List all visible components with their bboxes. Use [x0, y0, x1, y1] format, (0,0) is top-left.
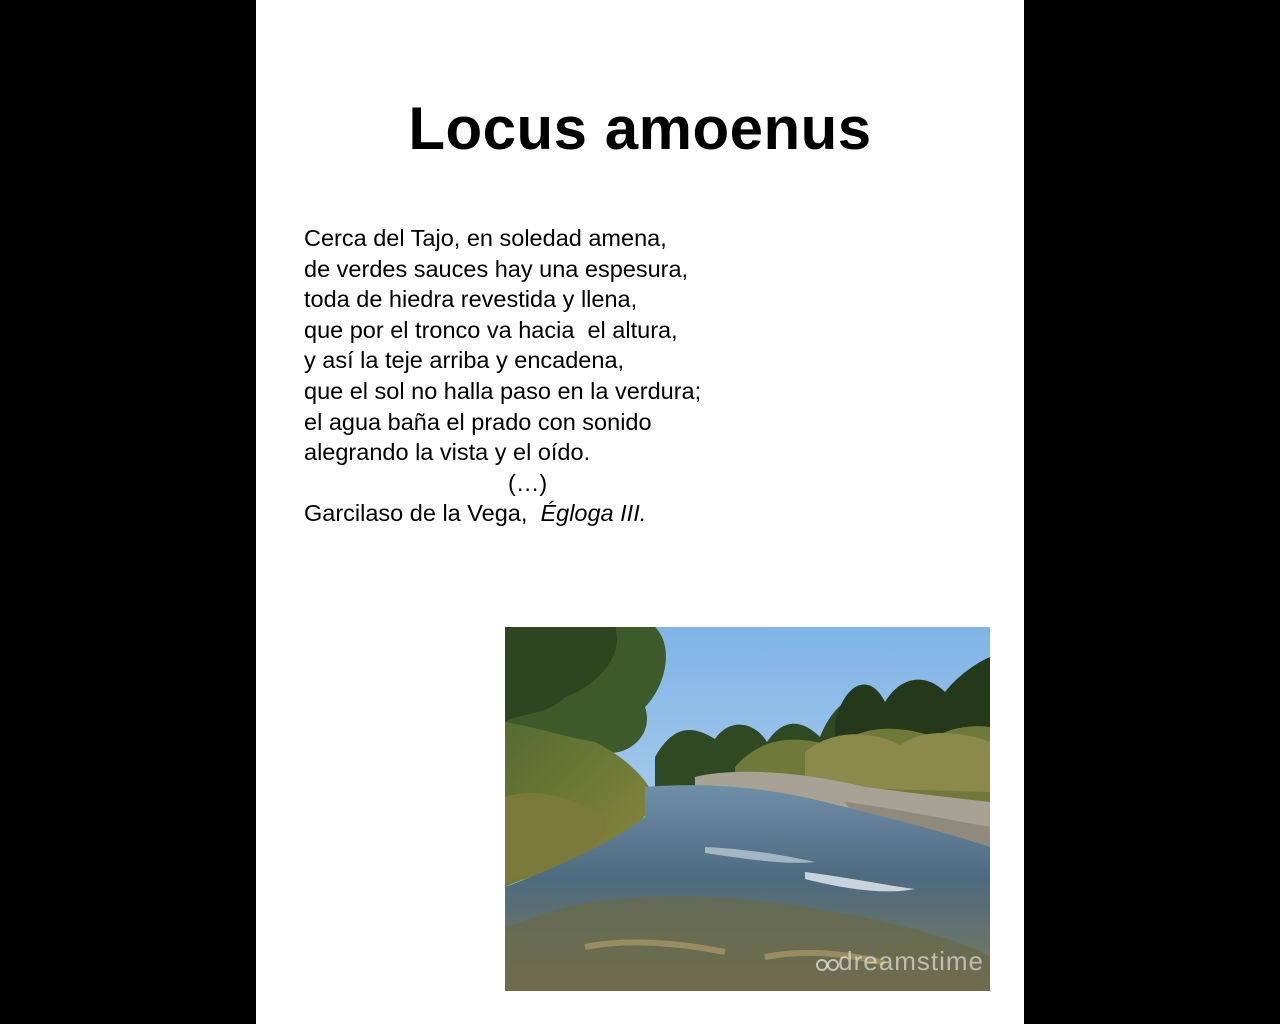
poem-line: que el sol no halla paso en la verdura;	[304, 377, 702, 404]
poem-line: toda de hiedra revestida y llena,	[304, 286, 638, 313]
poem-line: de verdes sauces hay una espesura,	[304, 255, 689, 282]
poem-line: el agua baña el prado con sonido	[304, 408, 652, 435]
watermark-logo-icon	[816, 955, 840, 975]
poem-line: alegrando la vista y el oído.	[304, 439, 591, 466]
poem-line: Cerca del Tajo, en soledad amena,	[304, 225, 667, 251]
poem-block	[304, 223, 824, 529]
poem-line: que por el tronco va hacia el altura,	[304, 316, 678, 343]
poem-ellipsis: (…)	[508, 469, 548, 496]
citation-author: Garcilaso de la Vega,	[304, 500, 541, 527]
citation	[304, 498, 824, 529]
slide	[256, 0, 1024, 1024]
slide-title: Locus amoenus	[408, 95, 872, 162]
citation-period: .	[639, 500, 647, 527]
poem-line: y así la teje arriba y encadena,	[304, 347, 625, 374]
photo-watermark: dreamstime	[838, 946, 984, 976]
citation-work-title: Égloga III	[540, 500, 640, 527]
river-photo	[505, 627, 990, 991]
